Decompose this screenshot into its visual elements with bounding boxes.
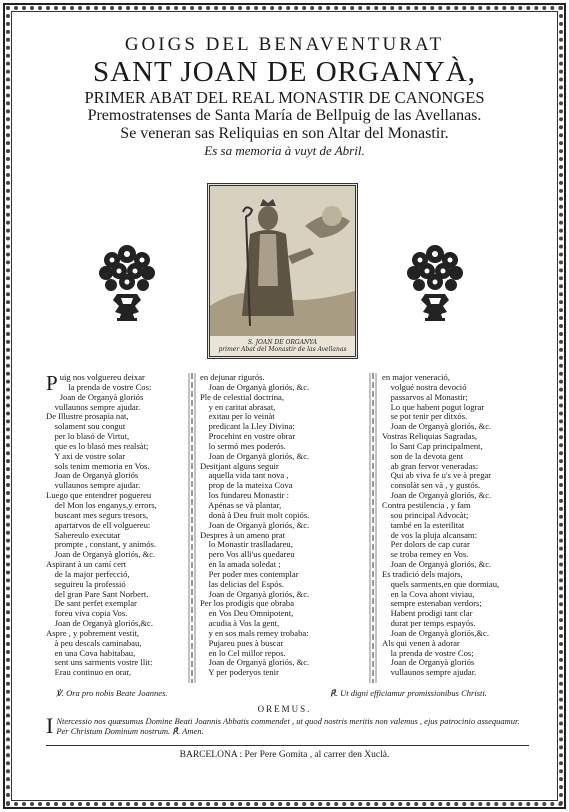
title-block: [20, 34, 549, 159]
title-line-6: Es sa memoria à vuyt de Abril.: [204, 143, 365, 158]
versicle: ℣. Ora pro nobis Beate Joannes.: [56, 688, 168, 698]
column-divider-right: [368, 373, 378, 683]
title-line-2: SANT JOAN DE ORGANYÀ,: [93, 56, 476, 88]
verse-column-1: [46, 373, 157, 678]
title-line-5: Se veneran sas Reliquias en son Altar del Monastir.: [120, 125, 449, 142]
title-line-1: GOIGS DEL BENAVENTURAT: [124, 34, 445, 55]
oremus-heading: OREMUS.: [257, 704, 312, 714]
prayer-text: [46, 713, 529, 738]
column-divider-left: [187, 373, 197, 683]
verse-column-3: en major veneració, volgué nostra devoció passarvos al Monastir; Lo que habent pogut lograr se pot tenir per ditxós. Joan de Organyà gloriós, &c. Vostras Reliquias Sagradas, lo Sant Cap principalment, son de la devota gent ab gran fervor veneradas: Qui ab viva fe u's ve à pregar consolàt sen và , y gustós. Joan de Organyà gloriós, &c. Contra pestilencia , y fam sou principal Advocàt; també en la esterilitat de vos la pluja alcansam: Per dolors de cap curar se troba remey en Vos. Joan de Organyà gloriós, &c. Es tradició dels majors, quels sarments,en que dormiau, en la Cova ahont viviau, sempre estenaban verdors; Habent prodigi tant clar durat per temps espayós. Joan de Organyà gloriós,&c. Als qui venen à adorar la prenda de vostre Cos; Joan de Organyà gloriós vullaunos sempre ajudar.: [382, 372, 500, 678]
prayer-body: Ntercessio nos quæsumus Domine Beati Joannis Abbatis commendet , ut quod nostris meritis non valemus , ejus patrocinio assequamur. Per Christum Dominum nostrum. ℟. Amen.: [56, 716, 520, 736]
title-line-4: Premostratenses de Santa María de Bellpuig de las Avellanas.: [87, 107, 482, 124]
response: ℟. Ut digni efficiamur promissionibus Christi.: [330, 688, 487, 698]
prayer-initial: I: [46, 713, 54, 738]
saint-engraving: [207, 183, 358, 359]
flower-vase-left-icon: [95, 240, 159, 322]
dropcap-initial: P: [46, 371, 58, 395]
engraving-caption-subtitle: primer Abat del Monastir de las Avellanas: [218, 346, 347, 353]
footer-rule: [46, 745, 529, 746]
verse-column-2: en dejunar rigurós. Joan de Organyà gloriós, &c. Ple de celestial doctrina, y en caritat abrasat, exitau per lo veinàt predicant la Lley Divina: Procehint en vostre obrar lo sermó mes poderós. Joan de Organyà gloriós, &c. Desitjant alguns seguir aquella vida tant nova , prop de la mateixa Cova los fundareu Monastir : Apénas se và plantar, donà à Deu fruit molt copiós. Joan de Organyà gloriós, &c. Despres à un ameno prat lo Monastir traslladareu, pero Vos alli'us quedareu en la amada soledat ; Per poder mes contemplar las delicias del Espós. Joan de Organyà gloriós, &c. Per los prodigis que obraba en Vos Deu Omnipotent, acudia à Vos la gent, y en sos mals remey trobaba: Pujareu pues à buscar en lo Cel millor repos. Joan de Organyà gloriós, &c. Y per poderyos tenir: [200, 372, 310, 678]
printer-imprint: BARCELONA : Per Pere Gomita , al carrer den Xuclà.: [179, 750, 390, 760]
saint-figure-icon: [210, 186, 355, 336]
title-line-3: PRIMER ABAT DEL REAL MONASTIR DE CANONGES: [84, 88, 485, 107]
engraving-caption-title: S. JOAN DE ORGANYA: [247, 339, 318, 346]
verse-column-1-text: uig nos volguereu deixar la prenda de vostre Cos: Joan de Organyà gloriós vullaunos sempre ajudar. De Illustre prosapia nat, solament sou congut per lo blasó de Virtut, que es lo blasó mes realsàt; Y axi de vostre solar sols tenim memoria en Vos. Joan de Organyà gloriós vullaunos sempre ajudar. Luego que entendrer poguereu del Mon los enganys,y errors, buscant mes segurs tresors, apartarvos de ell volguereu: Sabereulo executar prompte , constant, y animós. Joan de Organyà gloriós, &c. Aspirant à un camí cert de la major perfecció, seguireu la professió del gran Pare Sant Norbert. De sant perfet exemplar foreu viva copia Vos. Joan de Organyà gloriós,&c. Aspre , y pobrement vestit, à peu descals caminabau, en una Cova habitabau, sent uns sarments vostre llit: Erau continuo en orar,: [46, 372, 157, 678]
flower-vase-right-icon: [403, 240, 467, 322]
verses-section: [46, 373, 524, 688]
